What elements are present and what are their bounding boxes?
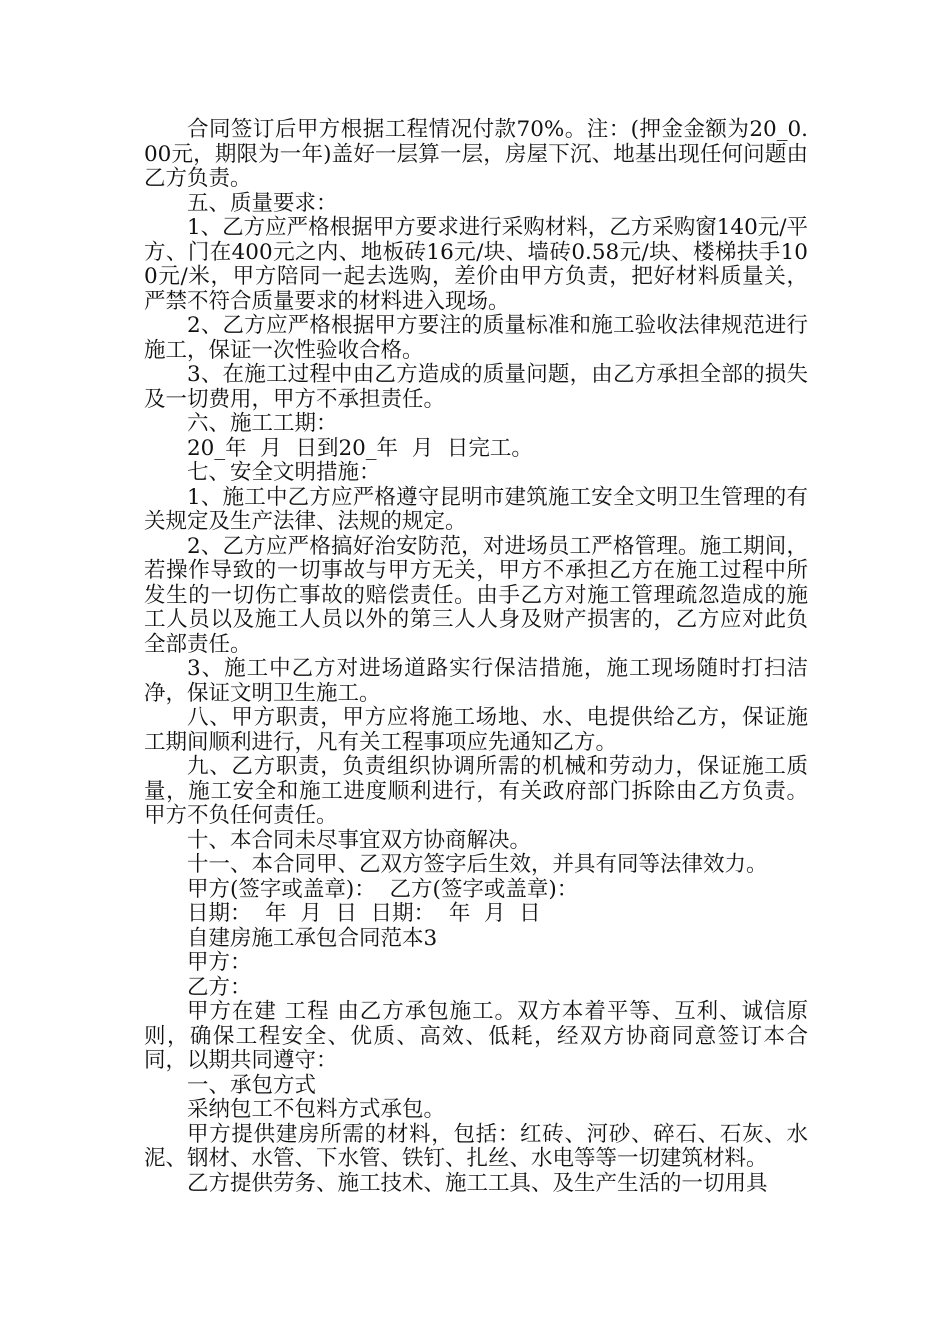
section-heading-quality: 五、质量要求： (187, 190, 338, 216)
paragraph-preamble: 甲方在建 工程 由乙方承包施工。双方本着平等、互利、诚信原则，确保工程安全、优质、高效、低耗，经双方协商同意签订本合同，以期共同遵守： (144, 999, 808, 1073)
paragraph-quality-2: 2、乙方应严格根据甲方要注的质量标准和施工验收法律规范进行施工，保证一次性验收合格。 (144, 313, 808, 363)
paragraph-safety-3: 3、施工中乙方对进场道路实行保洁措施，施工现场随时打扫洁净，保证文明卫生施工。 (144, 656, 808, 706)
clause-eleven: 十一、本合同甲、乙双方签字后生效，并具有同等法律效力。 (187, 852, 768, 877)
contract-method-text: 采纳包工不包料方式承包。 (187, 1097, 446, 1122)
signature-line: 甲方(签字或盖章)： 乙方(签字或盖章)： (187, 876, 579, 902)
paragraph-safety-2: 2、乙方应严格搞好治安防范，对进场员工严格管理。施工期间，若操作导致的一切事故与甲方无关，甲方不承担乙方在施工过程中所发生的一切伤亡事故的赔偿责任。由手乙方对施工管理疏忽造成的施工人员以及施工人员以外的第三人人身及财产损害的，乙方应对此负全部责任。 (144, 533, 808, 657)
section-heading-contract-method: 一、承包方式 (187, 1072, 317, 1098)
party-b-label: 乙方： (187, 974, 252, 1000)
date-line: 日期： 年 月 日 日期： 年 月 日 (187, 901, 541, 926)
document-page (144, 118, 808, 1196)
party-a-label: 甲方： (187, 950, 252, 975)
section-heading-safety: 七、安全文明措施： (187, 460, 381, 485)
paragraph-materials: 甲方提供建房所需的材料，包括：红砖、河砂、碎石、石灰、水泥、钢材、水管、下水管、铁钉、扎丝、水电等等一切建筑材料。 (144, 1121, 808, 1171)
paragraph-party-a-duties: 八、甲方职责，甲方应将施工场地、水、电提供给乙方，保证施工期间顺利进行，凡有关工程事项应先通知乙方。 (144, 705, 808, 755)
paragraph-payment-terms: 合同签订后甲方根据工程情况付款70%。注：(押金金额为20_0.00元，期限为一年)盖好一层算一层，房屋下沉、地基出现任何问题由乙方负责。 (144, 117, 808, 191)
paragraph-quality-3: 3、在施工过程中由乙方造成的质量问题，由乙方承担全部的损失及一切费用，甲方不承担责任。 (144, 362, 808, 412)
contract-template-title: 自建房施工承包合同范本3 (187, 925, 438, 951)
schedule-dates: 20_年 月 日到20_年 月 日完工。 (187, 435, 533, 461)
paragraph-quality-1: 1、乙方应严格根据甲方要求进行采购材料，乙方采购窗140元/平方、门在400元之内、地板砖16元/块、墙砖0.58元/块、楼梯扶手100元/米，甲方陪同一起去选购，差价由甲方负责，把好材料质量关，严禁不符合质量要求的材料进入现场。 (144, 215, 808, 314)
paragraph-party-b-duties: 九、乙方职责，负责组织协调所需的机械和劳动力，保证施工质量，施工安全和施工进度顺利进行，有关政府部门拆除由乙方负责。甲方不负任何责任。 (144, 754, 808, 828)
paragraph-safety-1: 1、施工中乙方应严格遵守昆明市建筑施工安全文明卫生管理的有关规定及生产法律、法规的规定。 (144, 484, 808, 534)
section-heading-schedule: 六、施工工期： (187, 411, 338, 436)
paragraph-labor: 乙方提供劳务、施工技术、施工工具、及生产生活的一切用具 (187, 1170, 768, 1196)
clause-ten: 十、本合同未尽事宜双方协商解决。 (187, 827, 532, 853)
